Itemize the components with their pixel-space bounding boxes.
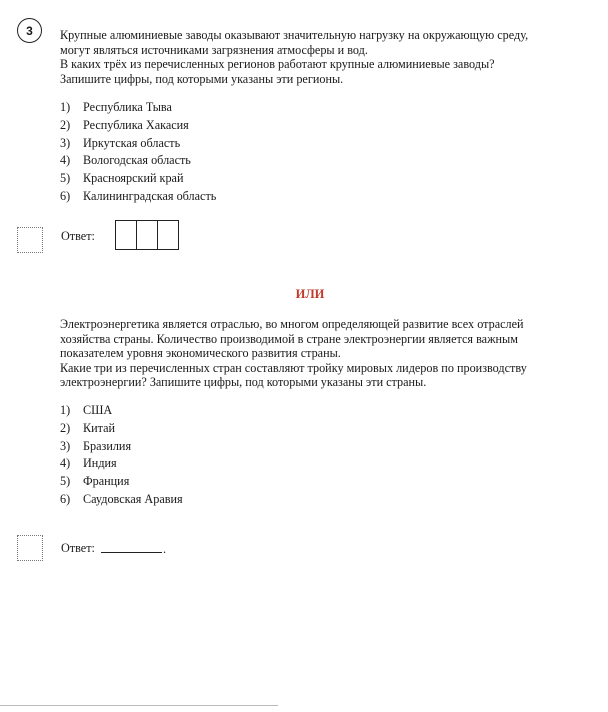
option-item: 5) Красноярский край — [60, 171, 184, 186]
task1-options — [60, 99, 216, 206]
task2-line: Электроэнергетика является отраслью, во многом определяющей развитие всех отраслей — [60, 317, 524, 331]
task1-line: Крупные алюминиевые заводы оказывают значительную нагрузку на окружающую среду, — [60, 28, 529, 42]
task2-options — [60, 402, 183, 509]
task1-line: В каких трёх из перечисленных регионов работают крупные алюминиевые заводы? — [60, 57, 495, 72]
footer-divider — [0, 705, 278, 706]
task2-line: показателем уровня экономического развития страны. — [60, 346, 341, 361]
score-box-task1 — [17, 227, 43, 253]
task1-answer-cells — [115, 220, 178, 250]
task1-line: могут являться источниками загрязнения атмосферы и вод. — [60, 42, 368, 57]
option-item: 4) Индия — [60, 456, 117, 471]
option-item: 6) Саудовская Аравия — [60, 491, 183, 506]
task2-answer-label: Ответ: — [61, 541, 95, 555]
or-separator: ИЛИ — [295, 287, 325, 301]
question-number-badge — [17, 18, 42, 43]
option-item: 6) Калининградская область — [60, 188, 217, 203]
task2-line: хозяйства страны. Количество производимой в стране электроэнергии является важным — [60, 331, 518, 346]
score-box-task2 — [17, 535, 43, 561]
answer-cell[interactable] — [115, 220, 137, 250]
option-item: 3) Иркутская область — [60, 135, 181, 150]
answer-cell[interactable] — [157, 220, 179, 250]
task2-line: Какие три из перечисленных стран составляют тройку мировых лидеров по производству — [60, 360, 527, 375]
task2-text — [60, 317, 558, 390]
task2-answer-suffix: . — [163, 542, 167, 556]
task1-text — [60, 28, 558, 86]
option-item: 4) Вологодская область — [60, 153, 191, 168]
option-item: 5) Франция — [60, 474, 130, 489]
task1-line: Запишите цифры, под которыми указаны эти регионы. — [60, 71, 344, 86]
answer-cell[interactable] — [136, 220, 158, 250]
option-item: 1) Республика Тыва — [60, 100, 172, 114]
task1-answer-label: Ответ: — [61, 229, 95, 243]
option-item: 2) Республика Хакасия — [60, 117, 189, 132]
option-item: 1) США — [60, 403, 113, 417]
option-item: 3) Бразилия — [60, 438, 132, 453]
task2-line: электроэнергии? Запишите цифры, под которыми указаны эти страны. — [60, 375, 427, 390]
task2-answer-line[interactable] — [101, 552, 162, 553]
option-item: 2) Китай — [60, 420, 116, 435]
question-number: 3 — [26, 23, 33, 38]
